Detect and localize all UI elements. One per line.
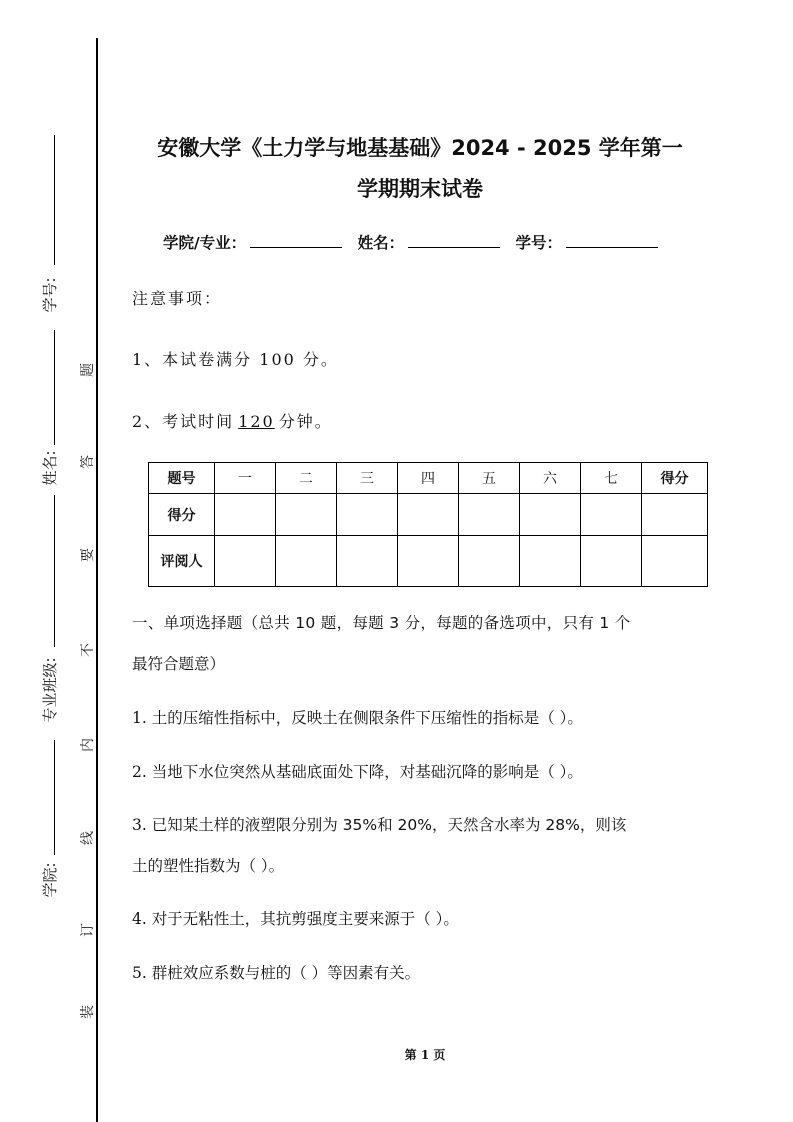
question-number: 1.: [132, 709, 147, 727]
seal-text-char: 线: [80, 831, 96, 845]
row-label: 评阅人: [149, 536, 215, 587]
question-text: 群桩效应系数与桩的（ ）等因素有关。: [151, 964, 421, 982]
reviewer-cell[interactable]: [642, 536, 708, 587]
score-table-row: [149, 494, 708, 536]
score-cell[interactable]: [458, 494, 519, 536]
question-1: [132, 706, 583, 728]
row-label: 得分: [149, 494, 215, 536]
notes-item-2-suffix: 分钟。: [278, 412, 333, 431]
margin-underline: [54, 135, 55, 265]
score-cell[interactable]: [642, 494, 708, 536]
header-cell: 五: [458, 463, 519, 494]
name-label: 姓名：: [357, 234, 405, 252]
name-blank[interactable]: [408, 233, 500, 248]
seal-text-char: 订: [80, 923, 96, 937]
question-4: [132, 907, 459, 929]
page-number: 第 1 页: [404, 1048, 446, 1062]
question-text: 土的压缩性指标中，反映土在侧限条件下压缩性的指标是（ ）。: [151, 709, 583, 727]
reviewer-cell[interactable]: [581, 536, 642, 587]
margin-name-label: 姓名:: [41, 450, 59, 486]
seal-text-char: 内: [80, 738, 96, 752]
notes-item-1: 1、本试卷满分 100 分。: [132, 350, 339, 369]
margin-class-label: 专业班级:: [41, 657, 59, 723]
exam-title-line2: 学期期末试卷: [357, 177, 483, 201]
notes-item-2-prefix: 2、考试时间: [132, 412, 235, 431]
score-cell[interactable]: [336, 494, 397, 536]
margin-underline: [54, 330, 55, 445]
score-cell[interactable]: [519, 494, 580, 536]
notes-heading: 注意事项：: [132, 289, 223, 308]
score-cell[interactable]: [275, 494, 336, 536]
score-table-row: [149, 536, 708, 587]
score-table: [148, 462, 708, 587]
header-cell: 一: [214, 463, 275, 494]
reviewer-cell[interactable]: [336, 536, 397, 587]
college-major-label: 学院/专业：: [163, 234, 247, 252]
header-cell: 题号: [149, 463, 215, 494]
header-cell: 六: [519, 463, 580, 494]
question-number: 4.: [132, 910, 147, 928]
margin-college-label: 学院:: [41, 862, 59, 898]
exam-duration-value: 120: [238, 412, 275, 431]
header-cell: 四: [397, 463, 458, 494]
seal-text-char: 答: [80, 455, 96, 469]
seal-text-char: 题: [80, 363, 96, 377]
section-heading-line2: 最符合题意）: [132, 655, 226, 673]
margin-underline: [54, 740, 55, 855]
reviewer-cell[interactable]: [214, 536, 275, 587]
seal-text-char: 装: [80, 1005, 96, 1019]
question-3: [132, 813, 626, 835]
notes-item-2: [132, 409, 333, 432]
reviewer-cell[interactable]: [397, 536, 458, 587]
student-info-line: [163, 231, 668, 253]
question-text: 当地下水位突然从基础底面处下降，对基础沉降的影响是（ ）。: [151, 763, 583, 781]
college-major-blank[interactable]: [250, 233, 342, 248]
question-number: 2.: [132, 763, 147, 781]
exam-title-line1: 安徽大学《土力学与地基基础》2024 - 2025 学年第一: [157, 136, 683, 160]
reviewer-cell[interactable]: [519, 536, 580, 587]
header-cell: 得分: [642, 463, 708, 494]
binding-line: [96, 38, 98, 1122]
header-cell: 七: [581, 463, 642, 494]
margin-student-id-label: 学号:: [41, 277, 59, 313]
score-cell[interactable]: [214, 494, 275, 536]
student-id-blank[interactable]: [566, 233, 658, 248]
question-2: [132, 760, 583, 782]
question-number: 3.: [132, 816, 147, 834]
seal-text-char: 要: [80, 548, 96, 562]
question-text: 已知某土样的液塑限分别为 35%和 20%，天然含水率为 28%，则该: [151, 816, 627, 834]
score-table-header-row: [149, 463, 708, 494]
question-text: 对于无粘性土，其抗剪强度主要来源于（ ）。: [151, 910, 459, 928]
question-5: [132, 961, 420, 983]
student-id-label: 学号：: [515, 234, 563, 252]
score-cell[interactable]: [581, 494, 642, 536]
reviewer-cell[interactable]: [458, 536, 519, 587]
question-number: 5.: [132, 964, 147, 982]
score-cell[interactable]: [397, 494, 458, 536]
header-cell: 三: [336, 463, 397, 494]
question-3-line2: 土的塑性指数为（ ）。: [132, 857, 285, 875]
seal-text-char: 不: [80, 643, 96, 657]
section-heading-line1: 一、单项选择题（总共 10 题，每题 3 分，每题的备选项中，只有 1 个: [132, 614, 631, 632]
header-cell: 二: [275, 463, 336, 494]
margin-underline: [54, 495, 55, 647]
reviewer-cell[interactable]: [275, 536, 336, 587]
